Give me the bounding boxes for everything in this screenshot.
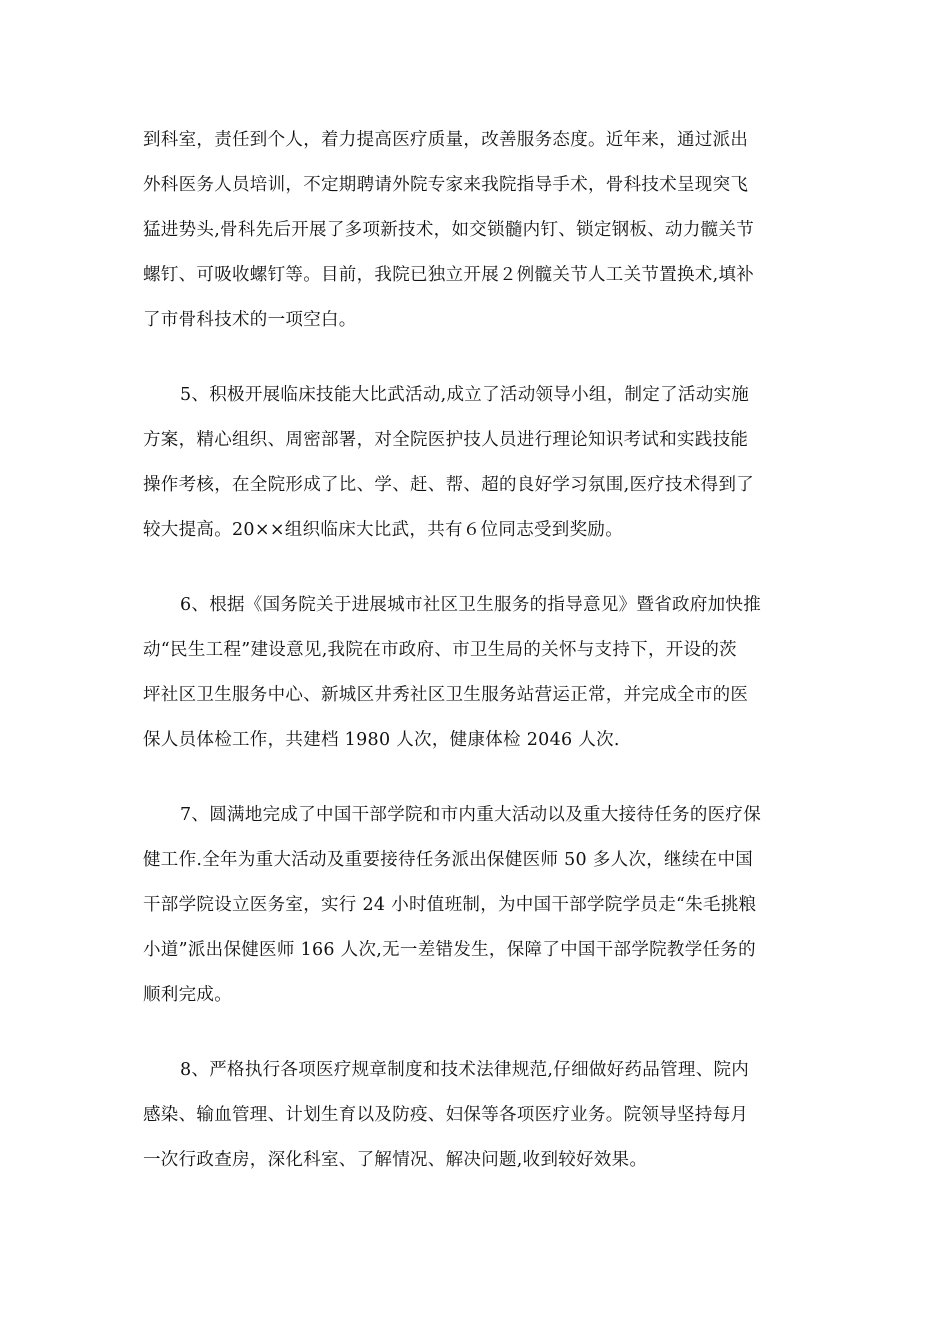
text-line: 6、根据《国务院关于进展城市社区卫生服务的指导意见》暨省政府加快推 — [180, 595, 762, 615]
text-line: 较大提高。20××组织临床大比武，共有６位同志受到奖励。 — [143, 520, 623, 540]
text-line: 8、严格执行各项医疗规章制度和技术法律规范,仔细做好药品管理、院内 — [180, 1060, 750, 1080]
text-line: 坪社区卫生服务中心、新城区井秀社区卫生服务站营运正常，并完成全市的医 — [143, 685, 749, 705]
text-line: 了市骨科技术的一项空白。 — [143, 310, 357, 330]
paragraph-item-5 — [143, 373, 807, 553]
text-line: 健工作.全年为重大活动及重要接待任务派出保健医师 50 多人次，继续在中国 — [143, 850, 754, 870]
text-line: 猛进势头,骨科先后开展了多项新技术，如交锁髓内钉、锁定钢板、动力髋关节 — [143, 220, 755, 240]
text-line: 顺利完成。 — [143, 985, 232, 1005]
text-line: 干部学院设立医务室，实行 24 小时值班制，为中国干部学院学员走“朱毛挑粮 — [143, 895, 757, 915]
text-line: 操作考核，在全院形成了比、学、赶、帮、超的良好学习氛围,医疗技术得到了 — [143, 475, 755, 495]
text-line: 小道”派出保健医师 166 人次,无一差错发生，保障了中国干部学院教学任务的 — [143, 940, 756, 960]
text-line: 感染、输血管理、计划生育以及防疫、妇保等各项医疗业务。院领导坚持每月 — [143, 1105, 749, 1125]
text-line: 保人员体检工作，共建档 1980 人次，健康体检 2046 人次. — [143, 730, 620, 750]
paragraph-item-6 — [143, 583, 807, 763]
text-line: 一次行政查房，深化科室、了解情况、解决问题,收到较好效果。 — [143, 1150, 648, 1170]
document-body — [143, 118, 807, 1183]
text-line: 5、积极开展临床技能大比武活动,成立了活动领导小组，制定了活动实施 — [180, 385, 750, 405]
paragraph-item-8 — [143, 1048, 807, 1183]
text-line: 到科室，责任到个人，着力提高医疗质量，改善服务态度。近年来，通过派出 — [143, 130, 749, 150]
text-line: 螺钉、可吸收螺钉等。目前，我院已独立开展２例髋关节人工关节置换术,填补 — [143, 265, 755, 285]
paragraph-continuation — [143, 118, 807, 343]
text-line: 7、圆满地完成了中国干部学院和市内重大活动以及重大接待任务的医疗保 — [180, 805, 762, 825]
text-line: 外科医务人员培训，不定期聘请外院专家来我院指导手术，骨科技术呈现突飞 — [143, 175, 749, 195]
text-line: 动“民生工程”建设意见,我院在市政府、市卫生局的关怀与支持下，开设的茨 — [143, 640, 737, 660]
paragraph-item-7 — [143, 793, 807, 1018]
text-line: 方案，精心组织、周密部署，对全院医护技人员进行理论知识考试和实践技能 — [143, 430, 749, 450]
